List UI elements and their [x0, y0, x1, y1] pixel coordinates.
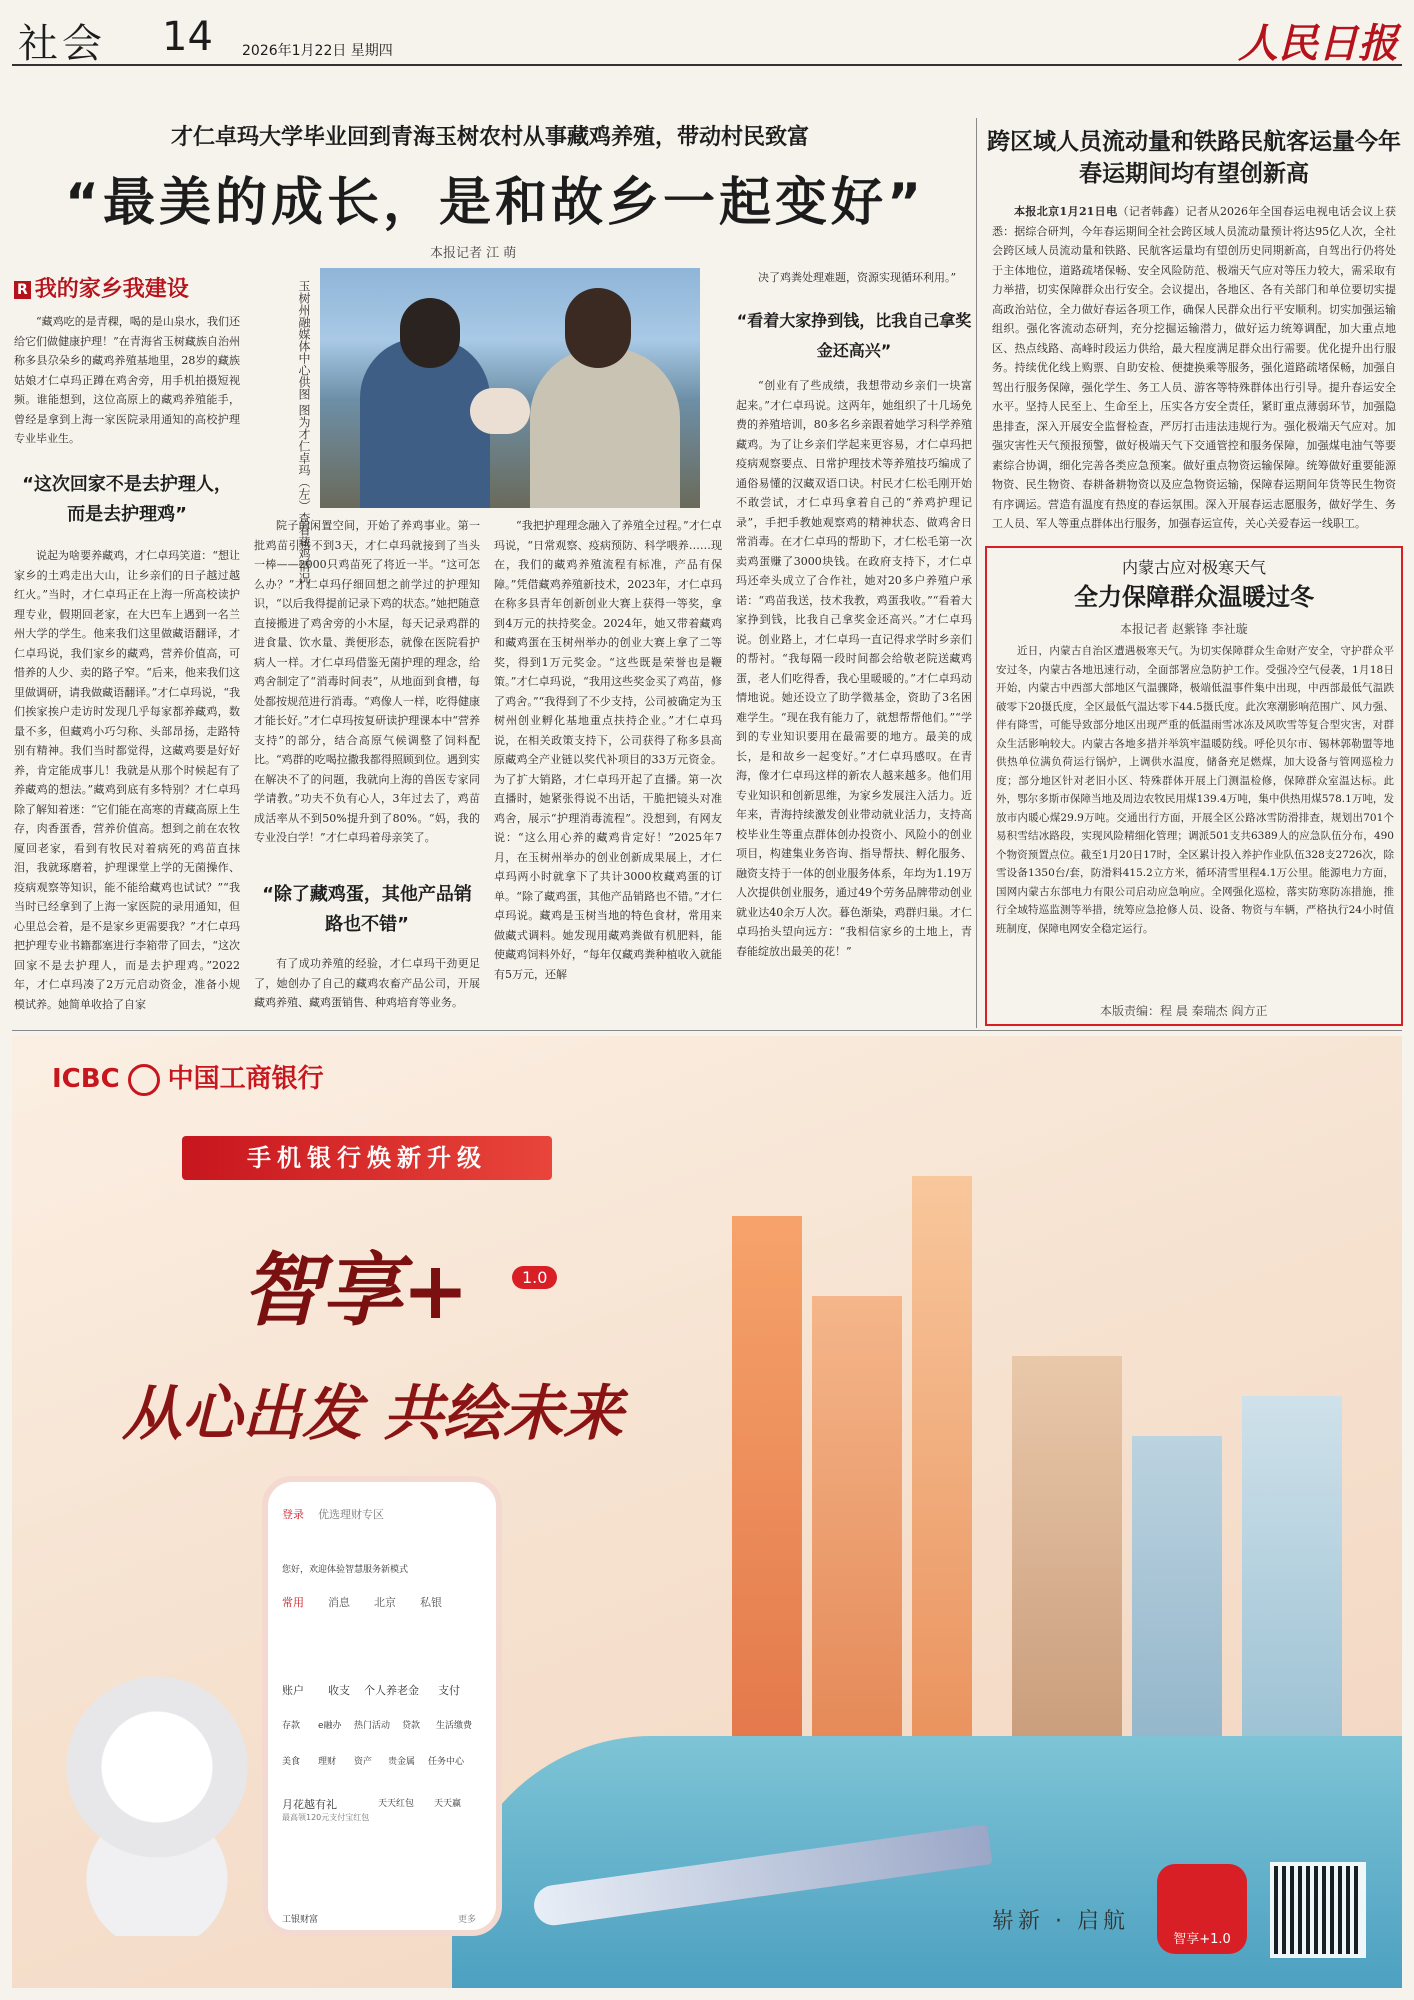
- newspaper-logo: 人民日报: [1238, 20, 1398, 67]
- article3-byline: 本报记者 赵紫锋 李社璇: [1120, 622, 1248, 636]
- article1-col2: 院子的闲置空间，开始了养鸡事业。第一批鸡苗引进不到3天，才仁卓玛就接到了当头一棒——2000只鸡苗死了将近一半。“这可怎么办？”才仁卓玛仔细回想之前学过的护理知识，“以后我得提前记录下鸡的状态。”她把随意直接搬进了鸡舍旁的小木屋，每天记录鸡群的进食量、饮水量、粪便形态，就像在医院看护病人一样。才仁卓玛借鉴无菌护理的理念，给鸡舍制定了“消毒时间表”，从地面到食槽，每处都按规范进行消毒。“鸡像人一样，吃得健康才能长好。”才仁卓玛按复研读护理课本中“营养支持”的部分，结合高原气候调整了饲料配比。“鸡群的吃喝拉撒我都得照顾到位。遇到实在解决不了的问题，我就向上海的兽医专家同学请教。”功夫不负有心人，3年过去了，鸡苗成活率从不到50%提升到了80%。“妈，我的专业没白学！”才仁卓玛着母亲笑了。: [254, 519, 480, 844]
- pull-quote-2: “除了藏鸡蛋，其他产品销路也不错”: [262, 884, 472, 935]
- qr-code-icon[interactable]: [1270, 1862, 1366, 1958]
- icbc-brand: ICBC 中国工商银行: [52, 1064, 324, 1094]
- illustration-tower: [732, 1216, 802, 1776]
- article-photo: [320, 268, 700, 508]
- article1-headline: “最美的成长，是和故乡一起变好”: [64, 173, 926, 233]
- issue-date: 2026年1月22日 星期四: [242, 43, 393, 59]
- article1-col3: “我把护理理念融入了养殖全过程。”才仁卓玛说，“日常观察、疫病预防、科学喂养……现在，我们的藏鸡养殖流程有标准，产品有保障。”凭借藏鸡养殖新技术，2023年，才仁卓玛在称多县青年创新创业大赛上获得一等奖，拿到4万元的扶持奖金。2024年，她又带着藏鸡和藏鸡蛋在玉树州举办的创业大赛上拿了二等奖，得到1万元奖金。“这些既是荣誉也是鞭策。”才仁卓玛说，“我用这些奖金买了鸡苗，修了鸡舍。”“我得到了不少支持，公司被确定为玉树州创业孵化基地重点扶持企业。”才仁卓玛说，在相关政策支持下，公司获得了称多县高原藏鸡全产业链以奖代补项目的33万元资金。为了扩大销路，才仁卓玛开起了直播。第一次直播时，她紧张得说不出话，干脆把镜头对准鸡舍，展示“护理消毒流程”。没想到，有网友说：“这么用心养的藏鸡肯定好！”2025年7月，在玉树州举办的创业创新成果展上，才仁卓玛两小时就拿下了共计3000枚藏鸡蛋的订单。“除了藏鸡蛋，其他产品销路也不错。”才仁卓玛说。藏鸡是玉树当地的特色食材，常用来做藏式调料。她发现用藏鸡粪做有机肥料，能使藏鸡饲料外好，“每年仅藏鸡粪种植收入就能有5万元，还解: [494, 519, 722, 981]
- pull-quote-3: “看着大家挣到钱，比我自己拿奖金还高兴”: [736, 311, 972, 360]
- article1-subtitle: 才仁卓玛大学毕业回到青海玉树农村从事藏鸡养殖，带动村民致富: [170, 124, 809, 150]
- astronaut-mascot: [52, 1676, 262, 1936]
- article1-lead: “藏鸡吃的是青稞，喝的是山泉水，我们还给它们做健康护理！”在青海省玉树藏族自治州称多县尕朵乡的藏鸡养殖基地里，28岁的藏族姑娘才仁卓玛正蹲在鸡舍旁，用手机拍摄短视频。谁能想到，这位高原上的藏鸡养殖能手，曾经是拿到上海一家医院录用通知的高校护理专业毕业生。: [14, 315, 240, 445]
- pull-quote-1: “这次回家不是去护理人，而是去护理鸡”: [22, 474, 232, 525]
- kicker-text: 我的家乡我建设: [34, 277, 189, 302]
- app-logo-icon[interactable]: 智享+1.0: [1157, 1864, 1247, 1954]
- article2-body: 本报北京1月21日电（记者韩鑫）记者从2026年全国春运电视电话会议上获悉：据综合研判，今年春运期间全社会跨区域人员流动量预计将达95亿人次，全社会跨区域人员流动量和铁路、民航客运量均有望创历史同期新高，自驾出行仍将处于主体地位，道路疏堵保畅、安全风险防范、极端天气应对等压力较大，需采取有力举措，切实保障群众出行安全。会议提出，各地区、各有关部门和单位要切实提高政治站位，全力做好春运各项工作，确保人民群众出行平安顺利。切实加强运输组织。强化客流动态研判，充分挖掘运输潜力，做好运力统筹调配，加大重点地区、热点线路、高峰时段运力供给，最大程度满足群众出行需要。优化提升出行服务。持续优化线上购票、自助安检、便捷换乘等服务，强化道路疏堵保畅，加强自驾出行服务保障，强化学生、务工人员、游客等特殊群体出行引导。提升春运安全水平。坚持人民至上、生命至上，压实各方安全责任，紧盯重点薄弱环节，加强隐患排查，深入开展安全监督检查，严厉打击违法违规行为。强化极端天气应对。加强灾害性天气预报预警，做好极端天气下交通管控和服务保障，加强煤电油气等要素综合协调，细化完善各类应急预案。做好重点物资运输保障。统筹做好重要能源物资、民生物资、春耕备耕物资以及应急物资运输，保障春运期间年货等民生物资有序调运。营造有温度有热度的春运氛围。深入开展春运志愿服务，做好学生、务工人员、军人等重点群体出行服务，加强春运宣传，关心关爱春运一线职工。: [992, 205, 1396, 530]
- ad-divider: [12, 1030, 1402, 1031]
- article2-dateline: 本报北京1月21日电: [1014, 205, 1118, 218]
- icbc-advertisement[interactable]: [12, 1036, 1402, 1988]
- page-editors: 本版责编：程 晨 秦瑞杰 阎方正: [1100, 1004, 1268, 1018]
- article1-col2b: 有了成功养殖的经验，才仁卓玛干劲更足了，她创办了自己的藏鸡农畜产品公司，开展藏鸡养殖、藏鸡蛋销售、种鸡培育等业务。: [254, 957, 480, 1009]
- phone-mockup: 登录 优选理财专区 您好，欢迎体验智慧服务新模式 常用 消息 北京 私银 账户 收支 个人养老金 支付 存款 e融办 热门活动 贷款 生活缴费 美食 理财 资产 贵金属 任务中心 月花越有礼 最高领120元支付宝红包 天天红包 天天赢 工银财富 更多: [262, 1476, 502, 1936]
- ad-banner: 手机银行焕新升级: [182, 1136, 552, 1180]
- article2-headline: 跨区域人员流动量和铁路民航客运量今年春运期间均有望创新高: [987, 129, 1401, 187]
- article1-col1: 说起为啥要养藏鸡，才仁卓玛笑道：“想让家乡的土鸡走出大山，让乡亲们的日子越过越红火。”当时，才仁卓玛正在上海一所高校读护理专业，假期回老家，在大巴车上遇到一名兰州大学的学生。他来我们这里做藏语翻译，才仁卓玛说，我们家乡的藏鸡，营养价值高，可惜养的人少、卖的路子窄。“后来，他来我们这里做调研，请我做藏语翻译。”才仁卓玛说，“我们挨家挨户走访时发现几乎每家都养藏鸡，数量不多，但藏鸡小巧匀称、头部昂扬，走路特别有精神。我们当时都觉得，这藏鸡要是好好养，肯定能成事儿！我就是从那个时候起有了养藏鸡的想法。”藏鸡到底有多特别？才仁卓玛除了解知着迷：“它们能在高寒的青藏高原上生存，肉香蛋香，营养价值高。想到之前在农牧厦回老家，看到有牧民对着病死的鸡苗直抹泪，我就琢磨着，护理课堂上学的无菌操作、疫病观察等知识，能不能给藏鸡也试试？”“我当时已经拿到了上海一家医院的录用通知，但心里总会着，是不是家乡更需要我？”才仁卓玛把护理专业书籍都塞进行李箱带了回去，“这次回家不是去护理人，而是去护理鸡。”2022年，才仁卓玛凑了2万元启动资金，准备小规模试养。她简单收拾了自家: [14, 549, 240, 1011]
- article1-col4: “创业有了些成绩，我想带动乡亲们一块富起来。”才仁卓玛说。这两年，她组织了十几场免费的养殖培训，80多名乡亲跟着她学习科学养殖藏鸡。为了让乡亲们学起来更容易，才仁卓玛把疫病观察要点、日常护理技术等养殖技巧编成了通俗易懂的汉藏双语口诀。村民才仁松毛刚开始不敢尝试，才仁卓玛拿着自己的“养鸡护理记录”，手把手教她观察鸡的精神状态、做鸡舍日常消毒。在才仁卓玛的帮助下，才仁松毛第一次卖鸡蛋赚了3000块钱。在政府支持下，才仁卓玛还牵头成立了合作社，她对20多户养殖户承诺：“鸡苗我送，技术我教，鸡蛋我收。”“看着大家挣到钱，比我自己拿奖金还高兴。”才仁卓玛说。创业路上，才仁卓玛一直记得求学时乡亲们的帮衬。“我每隔一段时间都会给敬老院送藏鸡蛋，老人们吃得香，我心里暖暖的。”才仁卓玛动情地说。她还设立了助学微基金，资助了3名困难学生。“现在我有能力了，就想帮帮他们。”“学到的专业知识要用在最需要的地方。最美的成长，是和故乡一起变好。”才仁卓玛感叹。在青海，像才仁卓玛这样的新农人越来越多。他们用专业知识和创新思维，为家乡发展注入活力。近年来，青海持续激发创业带动就业活力，支持高校毕业生等重点群体创办投资小、风险小的创业项目，构建集业务咨询、指导帮扶、孵化服务、融资支持于一体的创业服务体系，年均为1.19万人次提供创业服务，通过49个劳务品牌带动创业就业达40余万人次。暮色渐染，鸡群归巢。才仁卓玛抬头望向远方：“我相信家乡的土地上，青春能绽放出最美的花！”: [736, 379, 972, 958]
- kicker-mark: R: [14, 281, 31, 299]
- article3-subtitle: 内蒙古应对极寒天气: [1121, 558, 1266, 577]
- illustration-tower: [1012, 1356, 1122, 1776]
- illustration-tower: [1242, 1396, 1342, 1776]
- article3-headline: 全力保障群众温暖过冬: [1074, 583, 1314, 611]
- page-number: 14: [162, 14, 213, 60]
- article1-col4-top: 决了鸡粪处理难题，资源实现循环利用。”: [758, 271, 957, 284]
- ad-main-title: 智享+: [242, 1243, 470, 1337]
- article3-body: 近日，内蒙古自治区遭遇极寒天气。为切实保障群众生命财产安全，守护群众平安过冬，内蒙古各地迅速行动，全面部署应急防护工作。受强冷空气侵袭，1月18日开始，内蒙古中西部大部地区气温骤降，极端低温事件集中出现，中西部最低气温跌破零下20摄氏度，全区最低气温达零下44.5摄氏度。此次寒潮影响范围广、风力强、伴有降雪，可能导致部分地区出现严重的低温雨雪冰冻及风吹雪等复合型灾害，对群众生活影响较大。内蒙古各地多措并举筑牢温暖防线。呼伦贝尔市、锡林郭勒盟等地供热单位满负荷运行锅炉，上调供水温度，储备充足燃煤，加大设备与管网巡检力度；部分地区针对老旧小区、特殊群体开展上门测温检修，保障群众室温达标。此外，鄂尔多斯市保障当地及周边农牧民用煤139.4万吨，集中供热用煤578.1万吨，发放市内暖心煤29.9万吨。交通出行方面，开展全区公路冰雪防滑排查，规划出701个易积雪结冰路段，实现风险精细化管理；调派501支共6389人的应急队伍分布，490个物资预置点位。截至1月20日17时，全区累计投入养护作业队伍328支2726次，除雪设备1350台/套，防滑料415.2立方米，循环清雪里程4.1万公里。能源电力方面，国网内蒙古东部电力有限公司启动应急响应。全网强化巡检，落实防寒防冻措施，推行全域特巡监测等举措，统筹应急抢修人员、设备、物资与车辆，严格执行24小时值班制度，保障电网安全稳定运行。: [996, 645, 1394, 935]
- ad-version-badge: 1.0: [512, 1266, 557, 1289]
- illustration-tower: [812, 1296, 902, 1776]
- ad-tagline: 崭新 · 启航: [992, 1909, 1129, 1934]
- column-divider: [976, 118, 977, 1028]
- phone-search: 优选理财专区: [318, 1508, 384, 1521]
- photo-caption: 玉树州融媒体中心供图 图为才仁卓玛（左）查看藏鸡情况。: [297, 280, 311, 596]
- ad-slogan: 从心出发 共绘未来: [122, 1379, 623, 1449]
- icbc-logo-icon: [128, 1064, 160, 1096]
- article1-byline: 本报记者 江 萌: [430, 246, 517, 261]
- section-name: 社会: [18, 21, 106, 67]
- illustration-tower: [1132, 1436, 1222, 1776]
- column-kicker: [14, 272, 189, 303]
- page-header: [12, 10, 1402, 66]
- illustration-tower: [912, 1176, 972, 1776]
